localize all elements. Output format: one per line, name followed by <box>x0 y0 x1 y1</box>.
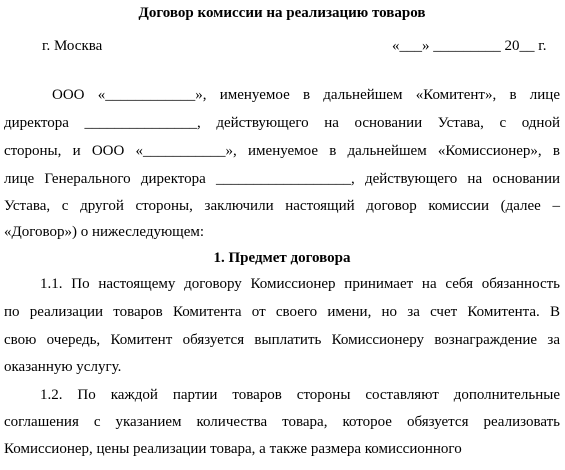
clause-line: свою очередь, Комитент обязуется выплатить Комиссионеру вознаграждение за <box>4 332 560 348</box>
clause-line: соглашения с указанием количества товара, которое обязуется реализовать <box>4 414 560 430</box>
section-heading: 1. Предмет договора <box>213 250 351 266</box>
preamble-line: стороны, и ООО «___________», именуемое в дальнейшем «Комиссионер», в <box>4 143 560 159</box>
clause-line: оказанную услугу. <box>4 359 122 375</box>
document-title: Договор комиссии на реализацию товаров <box>138 5 426 21</box>
preamble-line: «Договор») о нижеследующем: <box>4 224 205 240</box>
preamble-line: Устава, с другой стороны, заключили настоящий договор комиссии (далее – <box>4 198 560 214</box>
preamble-line: лице Генерального директора __________________, действующего на основании <box>4 171 560 187</box>
clause-line: Комиссионер, цены реализации товара, а также размера комиссионного <box>4 441 462 457</box>
preamble-line: директора _______________, действующего на основании Устава, с одной <box>4 115 560 131</box>
clause-line: 1.2. По каждой партии товаров стороны составляют дополнительные <box>40 387 560 403</box>
contract-date: «___» _________ 20__ г. <box>392 38 547 54</box>
preamble-line: ООО «____________», именуемое в дальнейшем «Комитент», в лице <box>52 87 560 103</box>
contract-city: г. Москва <box>42 38 103 54</box>
clause-line: 1.1. По настоящему договору Комиссионер принимает на себя обязанность <box>40 276 560 292</box>
clause-line: по реализации товаров Комитента от своего имени, но за счет Комитента. В <box>4 304 560 320</box>
